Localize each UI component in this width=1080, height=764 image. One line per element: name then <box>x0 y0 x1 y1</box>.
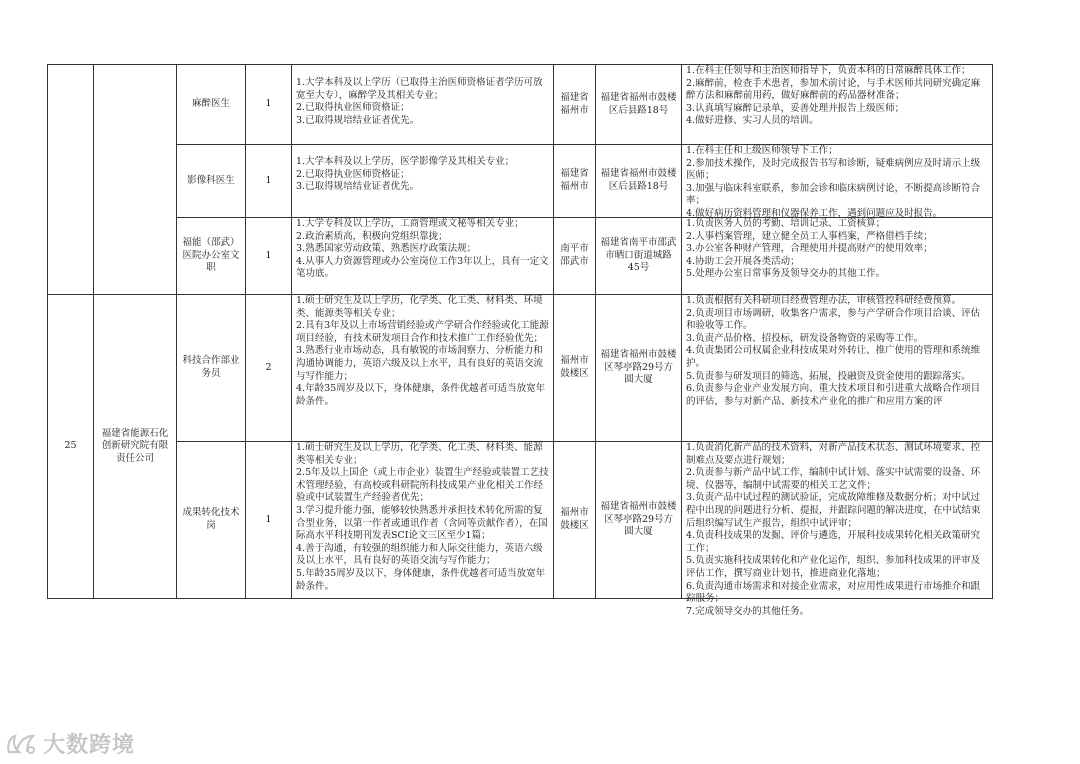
requirement-item: 2.具有3年及以上市场营销经验或产学研合作经验或化工能源项目经验，有技术研发项目合作和技术推广工作经验优先； <box>296 320 549 344</box>
duty-item: 2.参加技术操作，及时完成报告书写和诊断，疑难病例应及时请示上级医师； <box>686 157 981 182</box>
recruitment-table <box>47 64 993 617</box>
requirement-item: 1.硕士研究生及以上学历，化学类、化工类、材料类、环境类、能源类等相关专业； <box>296 295 543 319</box>
place-cell: 福建省福州市 <box>554 65 596 145</box>
requirement-item: 4.从事人力资源管理或办公室岗位工作3年以上，具有一定文笔功底。 <box>296 255 549 280</box>
requirement-item: 3.已取得规培结业证者优先。 <box>296 114 420 126</box>
duty-item: 4.做好进修、实习人员的培训。 <box>686 115 819 127</box>
requirement-item: 1.大学本科及以上学历（已取得主治医师资格证者学历可放宽至大专），麻醉学及其相关专业； <box>296 77 543 101</box>
address-cell: 福建省福州市鼓楼区琴亭路29号方圆大厦 <box>596 442 682 599</box>
count-cell: 1 <box>246 218 292 295</box>
table-row <box>48 442 993 599</box>
requirement-item: 3.已取得规培结业证者优先。 <box>296 181 420 193</box>
duty-item: 4.做好病历资料管理和仪器保养工作，遇到问题应及时报告。 <box>686 207 943 219</box>
duty-item: 2.负责项目市场调研，收集客户需求，参与产学研合作项目洽谈、评估和验收等工作。 <box>686 307 981 332</box>
requirement-item: 2.政治素质高，积极向党组织靠拢； <box>296 230 448 242</box>
duty-item: 4.负责集团公司权属企业科技成果对外转让、推广使用的管理和系统维护。 <box>686 345 981 369</box>
address-cell: 福建省南平市邵武市晒口街道城路45号 <box>596 218 682 295</box>
duties-cell <box>682 145 993 218</box>
address-cell: 福建省福州市鼓楼区琴亭路29号方圆大厦 <box>596 295 682 442</box>
address-cell: 福建省福州市鼓楼区后县路18号 <box>596 145 682 218</box>
duty-item: 2.负责参与新产品中试工作，编制中试计划、落实中试需要的设备、环境、仪器等，编制中试需要的相关工艺文件； <box>686 467 981 491</box>
requirement-item: 2.5年及以上国企（或上市企业）装置生产经验或装置工艺技术管理经验，有高校或科研院所科技成果产业化相关工作经验或中试装置生产经验者优先； <box>296 467 549 504</box>
duty-item: 1.在科主任领导和主治医师指导下，负责本科的日常麻醉具体工作； <box>686 65 971 76</box>
requirements-cell <box>292 295 554 442</box>
requirement-item: 4.年龄35周岁及以下，身体健康，条件优越者可适当放宽年龄条件。 <box>296 383 546 407</box>
requirement-item: 4.善于沟通，有较强的组织能力和人际交往能力，英语六级及以上水平，具有良好的英语交流与写作能力； <box>296 542 543 567</box>
requirement-item: 2.已取得执业医师资格证； <box>296 168 410 180</box>
count-cell: 1 <box>246 65 292 145</box>
position-cell: 成果转化技术岗 <box>177 442 246 599</box>
duty-item: 6.负责沟通市场需求和对接企业需求，对应用性成果进行市场推介和跟踪服务； <box>686 580 981 605</box>
duties-cell <box>682 295 993 442</box>
requirement-item: 1.大学本科及以上学历，医学影像学及其相关专业； <box>296 156 515 167</box>
place-cell: 福建省福州市 <box>554 145 596 218</box>
duty-item: 3.负责产品中试过程的测试验证，完成故障维修及数据分析；对中试过程中出现的问题进行分析、提报，并跟踪问题的解决进度，在中试结束后组织编写试生产报告，组织中试评审； <box>686 492 981 529</box>
duty-item: 3.认真填写麻醉记录单，妥善处理并报告上级医师； <box>686 102 905 114</box>
duty-item: 5.处理办公室日常事务及领导交办的其他工作。 <box>686 268 886 280</box>
count-cell: 2 <box>246 295 292 442</box>
company-cell: 福建省能源石化创新研究院有限责任公司 <box>94 295 177 599</box>
duty-item: 5.负责参与研发项目的筛选、拓展，投融资及资金使用的跟踪落实。 <box>686 370 971 382</box>
duty-item: 3.加强与临床科室联系，参加会诊和临床病例讨论，不断提高诊断符合率； <box>686 182 981 207</box>
count-cell: 1 <box>246 442 292 599</box>
requirement-item: 2.已取得执业医师资格证； <box>296 102 410 114</box>
duty-item: 3.负责产品价格、招投标，研发设备物资的采购等工作。 <box>686 332 924 344</box>
duties-cell <box>682 65 993 145</box>
table-row <box>48 218 993 295</box>
requirements-cell <box>292 145 554 218</box>
duty-item: 7.完成领导交办的其他任务。 <box>686 605 810 617</box>
duties-cell <box>682 218 993 295</box>
requirement-item: 1.大学专科及以上学历，工商管理或文秘等相关专业； <box>296 218 524 229</box>
duty-item: 1.负责根据有关科研项目经费管理办法，审核管控科研经费预算。 <box>686 295 962 306</box>
duties-cell <box>682 442 993 617</box>
duty-item: 2.人事档案管理，建立健全员工人事档案，严格借档手续； <box>686 230 933 242</box>
duty-item: 1.负责消化新产品的技术资料，对新产品技术状态、测试环境要求、控制难点及要点进行规划； <box>686 442 981 466</box>
table-row <box>48 295 993 442</box>
requirement-item: 3.学习提升能力强，能够较快熟悉并承担技术转化所需的复合型业务，以第一作者或通讯作者（含同等贡献作者），在国际高水平科技期刊发表SCI论文三区至少1篇； <box>296 504 548 542</box>
place-cell: 南平市邵武市 <box>554 218 596 295</box>
position-cell: 福能（邵武）医院办公室文职 <box>177 218 246 295</box>
requirement-item: 3.熟悉国家劳动政策、熟悉医疗政策法规； <box>296 243 477 255</box>
duty-item: 2.麻醉前，检查手术患者，参加术前讨论，与手术医师共同研究确定麻醉方法和麻醉前用药，做好麻醉前的药品器材准备； <box>686 77 981 102</box>
duty-item: 3.办公室各种财产管理，合理使用并提高财产的使用效率； <box>686 243 933 255</box>
requirement-item: 3.熟悉行业市场动态，具有敏锐的市场洞察力、分析能力和沟通协调能力，英语六级及以上水平，具有良好的英语交流与写作能力； <box>296 345 544 382</box>
address-cell: 福建省福州市鼓楼区后县路18号 <box>596 65 682 145</box>
duty-item: 4.负责科技成果的发掘、评价与遴选，开展科技成果转化相关政策研究工作； <box>686 530 981 554</box>
place-cell: 福州市鼓楼区 <box>554 295 596 442</box>
duty-item: 6.负责参与企业产业发展方向、重大技术项目和引进重大战略合作项目的评估，参与对新产品、新技术产业化的推广和应用方案的评 <box>686 383 981 407</box>
index-cell-empty <box>48 65 94 295</box>
index-cell: 25 <box>48 295 94 599</box>
place-cell: 福州市鼓楼区 <box>554 442 596 599</box>
watermark-logo-icon <box>5 728 39 758</box>
position-cell: 科技合作部业务员 <box>177 295 246 442</box>
requirements-cell <box>292 218 554 295</box>
watermark <box>5 726 135 760</box>
count-cell: 1 <box>246 145 292 218</box>
company-cell-empty <box>94 65 177 295</box>
duty-item: 4.协助工会开展各类活动； <box>686 255 800 267</box>
duty-item: 5.负责实施科技成果转化和产业化运作，组织、参加科技成果的评审及评估工作，撰写商业计划书，推进商业化落地； <box>686 555 981 579</box>
position-cell: 麻醉医生 <box>177 65 246 145</box>
table-row <box>48 145 993 218</box>
requirements-cell <box>292 442 554 599</box>
requirement-item: 1.硕士研究生及以上学历，化学类、化工类、材料类、能源类等相关专业； <box>296 442 543 466</box>
position-cell: 影像科医生 <box>177 145 246 218</box>
duty-item: 1.负责医务人员的考勤、培训记录、工资核算； <box>686 218 886 229</box>
table-row <box>48 65 993 145</box>
requirement-item: 5.年龄35周岁及以下，身体健康，条件优越者可适当放宽年龄条件。 <box>296 567 546 592</box>
watermark-text: 大数跨境 <box>43 732 136 758</box>
duty-item: 1.在科主任和上级医师领导下工作； <box>686 145 838 156</box>
requirements-cell <box>292 65 554 145</box>
